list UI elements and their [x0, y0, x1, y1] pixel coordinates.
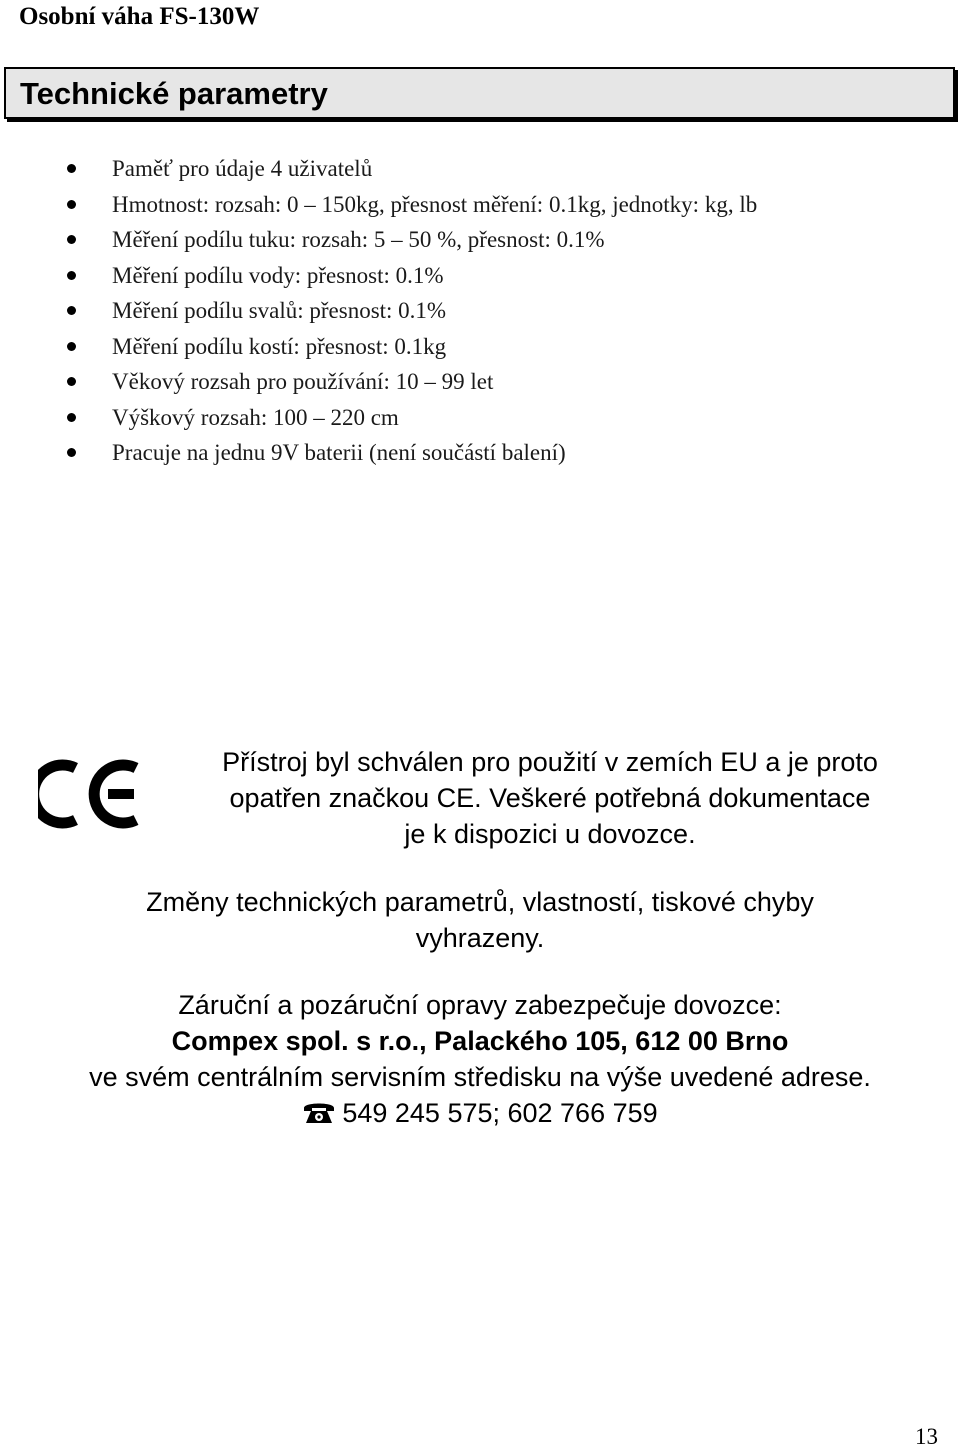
spec-item	[0, 187, 757, 223]
document-title: Osobní váha FS-130W	[19, 3, 260, 30]
phone-numbers: 549 245 575; 602 766 759	[342, 1098, 658, 1128]
spec-item	[0, 329, 757, 365]
warranty-line: ve svém centrálním servisním středisku na výše uvedené adrese.	[89, 1062, 871, 1092]
spec-text: Výškový rozsah: 100 – 220 cm	[112, 404, 399, 430]
ce-text-line: opatřen značkou CE. Veškeré potřebná dokumentace	[229, 783, 871, 813]
bullet-icon	[67, 271, 76, 280]
spec-item	[0, 258, 757, 294]
spec-item	[0, 364, 757, 400]
bullet-icon	[67, 200, 76, 209]
spec-text: Měření podílu kostí: přesnost: 0.1kg	[112, 333, 447, 359]
spec-text: Měření podílu vody: přesnost: 0.1%	[112, 262, 444, 288]
bullet-icon	[67, 164, 76, 173]
bullet-icon	[67, 448, 76, 457]
bullet-icon	[67, 306, 76, 315]
spec-list	[0, 151, 757, 471]
phone-line	[0, 1095, 960, 1131]
spec-item	[0, 400, 757, 436]
spec-text: Paměť pro údaje 4 uživatelů	[112, 156, 373, 181]
section-title: Technické parametry	[20, 76, 328, 111]
spec-text: Měření podílu tuku: rozsah: 5 – 50 %, přesnost: 0.1%	[112, 227, 605, 252]
bullet-icon	[67, 377, 76, 386]
warranty-info	[0, 987, 960, 1131]
spec-text: Měření podílu svalů: přesnost: 0.1%	[112, 298, 447, 323]
changes-line: vyhrazeny.	[415, 923, 545, 953]
bullet-icon	[67, 235, 76, 244]
spec-item	[0, 293, 757, 329]
spec-item	[0, 151, 757, 187]
ce-mark-logo	[38, 755, 144, 833]
ce-text-line: je k dispozici u dovozce.	[404, 819, 696, 849]
spec-item	[0, 435, 757, 471]
spec-item	[0, 222, 757, 258]
ce-text-line: Přístroj byl schválen pro použití v zemích EU a je proto	[222, 747, 878, 777]
importer-address: Compex spol. s r.o., Palackého 105, 612 00 Brno	[171, 1026, 789, 1056]
spec-text: Hmotnost: rozsah: 0 – 150kg, přesnost měření: 0.1kg, jednotky: kg, lb	[112, 191, 758, 217]
spec-text: Věkový rozsah pro používání: 10 – 99 let	[112, 369, 494, 394]
ce-conformity-text	[150, 744, 950, 852]
changes-notice	[0, 884, 960, 956]
page-number: 13	[915, 1424, 938, 1449]
spec-text: Pracuje na jednu 9V baterii (není součástí balení)	[112, 440, 566, 465]
bullet-icon	[67, 342, 76, 351]
changes-line: Změny technických parametrů, vlastností, tiskové chyby	[146, 887, 814, 917]
warranty-line: Záruční a pozáruční opravy zabezpečuje dovozce:	[178, 990, 782, 1020]
telephone-icon	[302, 1099, 336, 1125]
bullet-icon	[67, 413, 76, 422]
section-header	[4, 67, 955, 119]
